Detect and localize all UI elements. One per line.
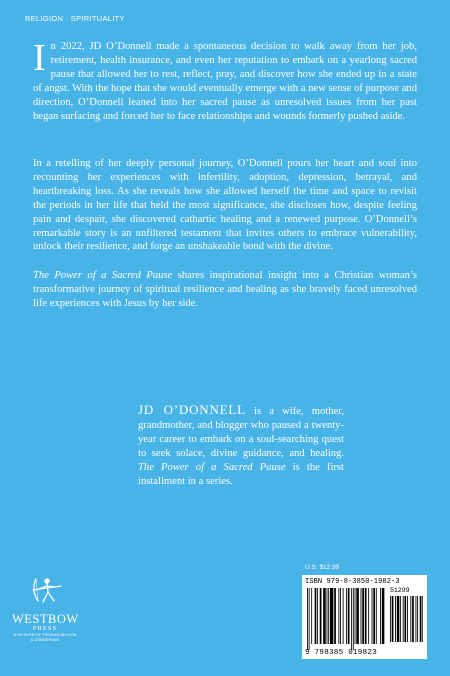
drop-cap: I — [33, 37, 46, 79]
author-name: JD O’DONNELL — [138, 402, 246, 417]
addon-barcode-bars — [389, 596, 423, 648]
publisher-division-2: & ZONDERVAN — [30, 638, 60, 642]
genre-category: RELIGION · SPIRITUALITY — [25, 14, 125, 23]
barcode — [302, 575, 427, 659]
publisher-logo — [12, 576, 78, 643]
author-bio-book-title: The Power of a Sacred Pause — [138, 461, 286, 473]
book-title-italic: The Power of a Sacred Pause — [33, 270, 173, 281]
barcode-number: 9 798385 019823 — [305, 649, 378, 657]
blurb-paragraph-1 — [33, 37, 417, 123]
author-bio — [138, 403, 344, 488]
blurb-paragraph-3 — [33, 269, 417, 311]
price-code: 51299 — [390, 587, 410, 594]
blurb-paragraph-2: In a retelling of her deeply personal journey, O’Donnell pours her heart and soul into recounting her experiences with infertility, adoption, depression, betrayal, and heartbreaking loss. As she reveals how she allowed herself the time and space to revisit the periods in her life that held the most significance, she discloses how, despite feeling pain and despair, she discovered cathartic healing and a renewed purpose. O’Donnell’s remarkable story is an unfiltered testament that invites others to embrace vulnerability, unlock their resilience, and forge an unshakeable bond with the divine. — [33, 158, 417, 253]
isbn-text: ISBN 979-8-3850-1982-3 — [305, 578, 400, 586]
blurb-paragraph-1-text: n 2022, JD O’Donnell made a spontaneous decision to walk away from her job, retirement, health insurance, and even her reputation to embark on a yearlong sacred pause that allowed her to rest, reflect, pray, and discover how she ended up in a state of angst. With the hope that she would eventually emerge with a new sense of purpose and direction, O’Donnell leaned into her sacred pause as unresolved issues from her past began surfacing and forced her to face relationships and wounds formerly pushed aside. — [33, 41, 417, 122]
blurb-paragraph-3-text: shares inspirational insight into a Christian woman’s transformative journey of spiritual resilience and healing as she bravely faced unresolved life experiences with Jesus by her side. — [33, 270, 417, 309]
barcode-bars — [306, 588, 386, 650]
author-bio-text-1: is a wife, mother, grandmother, and blogger who paused a twenty-year career to embark on a soul-searching quest to seek solace, divine guidance, and healing. — [138, 406, 344, 459]
price-label: U.S. $12.99 — [305, 564, 340, 571]
publisher-name: WESTBOW — [12, 612, 79, 626]
archer-icon — [27, 576, 63, 606]
publisher-press: PRESS — [32, 625, 58, 632]
author-bio-text-2: is the first installment in a series. — [138, 461, 344, 487]
publisher-division-1: A DIVISION OF THOMAS NELSON — [13, 633, 77, 637]
